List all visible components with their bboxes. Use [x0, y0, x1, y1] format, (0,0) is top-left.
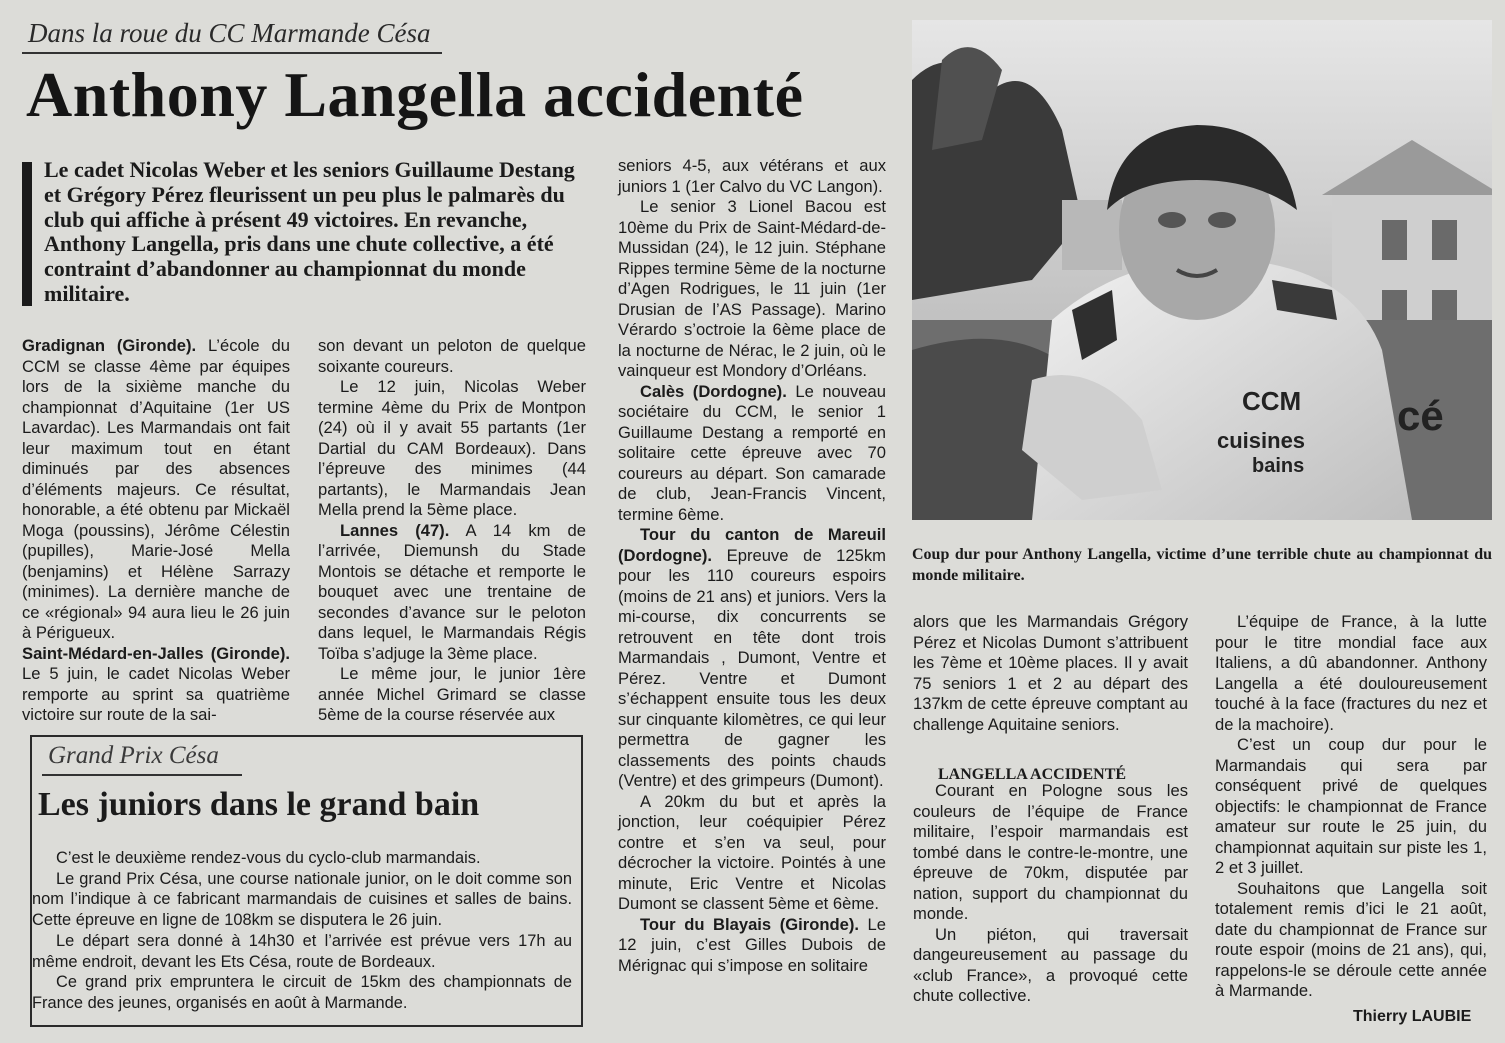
- paragraph: Ce grand prix empruntera le circuit de 15km des championnats de France des jeunes, organisés en août à Marmande.: [32, 973, 572, 1012]
- paragraph: [618, 525, 886, 792]
- paragraph: alors que les Marmandais Grégory Pérez et Nicolas Dumont s’attribuent les 7ème et 10ème places. Il y avait 75 seniors 1 et 2 au départ des 137km de cette épreuve comptant au challenge Aquitaine seniors.: [913, 612, 1188, 734]
- paragraph-text: Epreuve de 125km pour les 110 coureurs espoirs (moins de 21 ans) et juniors. Vers la mi-course, dix concurrents se retrouvent en tête dont trois Marmandais , Dumont, Ventre et Pérez. Ventre et Dumont s’échappent ensuite tous les deux sur cinquante kilomètres, ce qui leur permettra de gagner les classements des points chauds (Ventre) et des grimpeurs (Dumont).: [618, 545, 886, 790]
- paragraph-text: L’école du CCM se classe 4ème par équipes lors de la sixième manche du championnat d’Aquitaine (1er US Lavardac). Les Marmandais ont fait leur maximum tout en étant diminués par des absences d’éléments majeurs. Ce résultat, honorable, a été obtenu par Mickaël Moga (poussins), Jérôme Célestin (pupilles), Marie-José Mella (benjamins) et Hélène Sarrazy (minimes). La dernière manche de ce «régional» 94 aura lieu le 26 juin à Périgueux.: [22, 336, 290, 642]
- paragraph: L’équipe de France, à la lutte pour le titre mondial face aux Italiens, a dû abandonner. Anthony Langella a été douloureusement touché à la face (fractures du nez et de la machoire).: [1215, 612, 1487, 734]
- paragraph: [618, 382, 886, 526]
- paragraph: [22, 336, 290, 644]
- paragraph: [318, 521, 586, 665]
- paragraph: Le grand Prix Césa, une course nationale junior, on le doit comme son nom l’indique à ce fabricant marmandais de cuisines et salles de bains. Cette épreuve en ligne de 108km se disputera le 26 juin.: [32, 869, 572, 930]
- jersey-text-ccm: CCM: [1242, 386, 1302, 416]
- paragraph: A 20km du but et après la jonction, leur coéquipier Pérez contre et s’en va seul, pour décrocher la victoire. Pointés à une minute, Eric Ventre et Nicolas Dumont se classent 5ème et 6ème.: [618, 791, 886, 913]
- paragraph: Le départ sera donné à 14h30 et l’arrivée est prévue vers 17h au même endroit, devant les Ets Césa, route de Bordeaux.: [32, 931, 572, 971]
- paragraph: [22, 644, 290, 726]
- paragraph: Courant en Pologne sous les couleurs de l’équipe de France militaire, l’espoir marmandais est tombé dans le contre-le-montre, une épreuve de 70km, disputée par nation, support du championnat du monde.: [913, 781, 1188, 923]
- article-lead: Le cadet Nicolas Weber et les seniors Guillaume Destang et Grégory Pérez fleurissent un peu plus le palmarès du club qui affiche à présent 49 victoires. En revanche, Anthony Langella, pris dans une chute collective, a été contraint d’abandonner au championnat du monde militaire.: [44, 157, 575, 306]
- sidebar-kicker: Grand Prix Césa: [48, 742, 219, 769]
- article-column-3: [618, 156, 886, 976]
- paragraph: C’est un coup dur pour le Marmandais qui sera par conséquent privé de quelques objectifs: le championnat de France amateur sur route le 25 juin, du championnat aquitain sur piste les 1, 2 et 3 juillet.: [1215, 735, 1487, 877]
- sidebar-kicker-rule: [42, 774, 242, 776]
- paragraph: Souhaitons que Langella soit totalement remis d’ici le 21 août, date du championnat de France sur route espoir (moins de 21 ans), qui, rappelons-le se déroule cette année à Marmande.: [1215, 878, 1487, 1000]
- sponsor-logo: cé: [1397, 392, 1444, 439]
- byline: Thierry LAUBIE: [1353, 1008, 1472, 1025]
- place-name: Calès (Dordogne).: [640, 381, 787, 401]
- article-kicker: Dans la roue du CC Marmande Césa: [28, 18, 431, 48]
- paragraph-text: Le 12 juin, c’est Gilles Dubois de Mérignac qui s’impose en solitaire: [618, 914, 886, 975]
- sidebar-title: Les juniors dans le grand bain: [38, 786, 480, 823]
- place-name: Lannes (47).: [340, 520, 450, 540]
- article-headline: Anthony Langella accidenté: [26, 59, 804, 130]
- jersey-text-cuisines: cuisines: [1217, 428, 1306, 453]
- article-column-2: [318, 336, 586, 726]
- section-subhead: LANGELLA ACCIDENTÉ: [938, 766, 1127, 783]
- place-name: Tour du Blayais (Gironde).: [640, 914, 859, 934]
- paragraph: Un piéton, qui traversait dangeureusement au passage du «club France», a provoqué cette chute collective.: [913, 924, 1188, 1005]
- paragraph-text: A 14 km de l’arrivée, Diemunsh du Stade Montois se détache et remporte le bouquet avec une trentaine de secondes d’avance sur le peloton dans lequel, le Marmandais Régis Toïba s’adjuge la 3ème place.: [318, 520, 587, 663]
- place-name: Saint-Médard-en-Jalles (Gironde).: [22, 643, 290, 663]
- paragraph-text: Le nouveau sociétaire du CCM, le senior 1 Guillaume Destang a remporté en solitaire cette épreuve avec 70 coureurs au départ. Son camarade de club, Jean-Francis Vincent, termine 6ème.: [618, 381, 886, 524]
- cyclist-photo: [912, 20, 1492, 520]
- photo-caption: Coup dur pour Anthony Langella, victime d’une terrible chute au championnat du monde militaire.: [912, 546, 1492, 584]
- jersey-text-bains: bains: [1252, 455, 1305, 477]
- place-name: Gradignan (Gironde).: [22, 336, 197, 355]
- paragraph: Le même jour, le junior 1ère année Michel Grimard se classe 5ème de la course réservée aux: [318, 664, 586, 724]
- article-column-1: [22, 336, 290, 726]
- paragraph: son devant un peloton de quelque soixante coureurs.: [318, 336, 586, 376]
- paragraph: C’est le deuxième rendez-vous du cyclo-club marmandais.: [56, 849, 481, 867]
- paragraph: [618, 915, 886, 977]
- paragraph: Le 12 juin, Nicolas Weber termine 4ème du Prix de Montpon (24) où il y avait 55 partants (1er Dartial du CAM Bordeaux). Dans l’épreuve des minimes (44 partants), le Marmandais Jean Mella prend la 5ème place.: [318, 377, 586, 519]
- kicker-rule: [22, 52, 442, 54]
- paragraph: seniors 4-5, aux vétérans et aux juniors 1 (1er Calvo du VC Langon).: [618, 156, 886, 196]
- photo-illustration: [912, 20, 1492, 520]
- sidebar-body: [32, 848, 572, 1014]
- paragraph-text: Le 5 juin, le cadet Nicolas Weber remporte au sprint sa quatrième victoire sur route de la sai-: [22, 664, 290, 724]
- place-name: Tour du canton de Mareuil (Dordogne).: [618, 525, 886, 565]
- article-column-5: [1215, 612, 1487, 1002]
- article-column-4: [913, 612, 1188, 1007]
- lead-bar: [22, 162, 32, 306]
- paragraph: Le senior 3 Lionel Bacou est 10ème du Prix de Saint-Médard-de-Mussidan (24), le 12 juin. Stéphane Rippes termine 5ème de la nocturne d’Agen Rodrigues, le 11 juin (1er Drusian de l’AS Passage). Marino Vérardo s’octroie la 6ème place de la nocturne de Nérac, le 2 juin, où le vainqueur est Mondory d’Orléans.: [618, 197, 886, 380]
